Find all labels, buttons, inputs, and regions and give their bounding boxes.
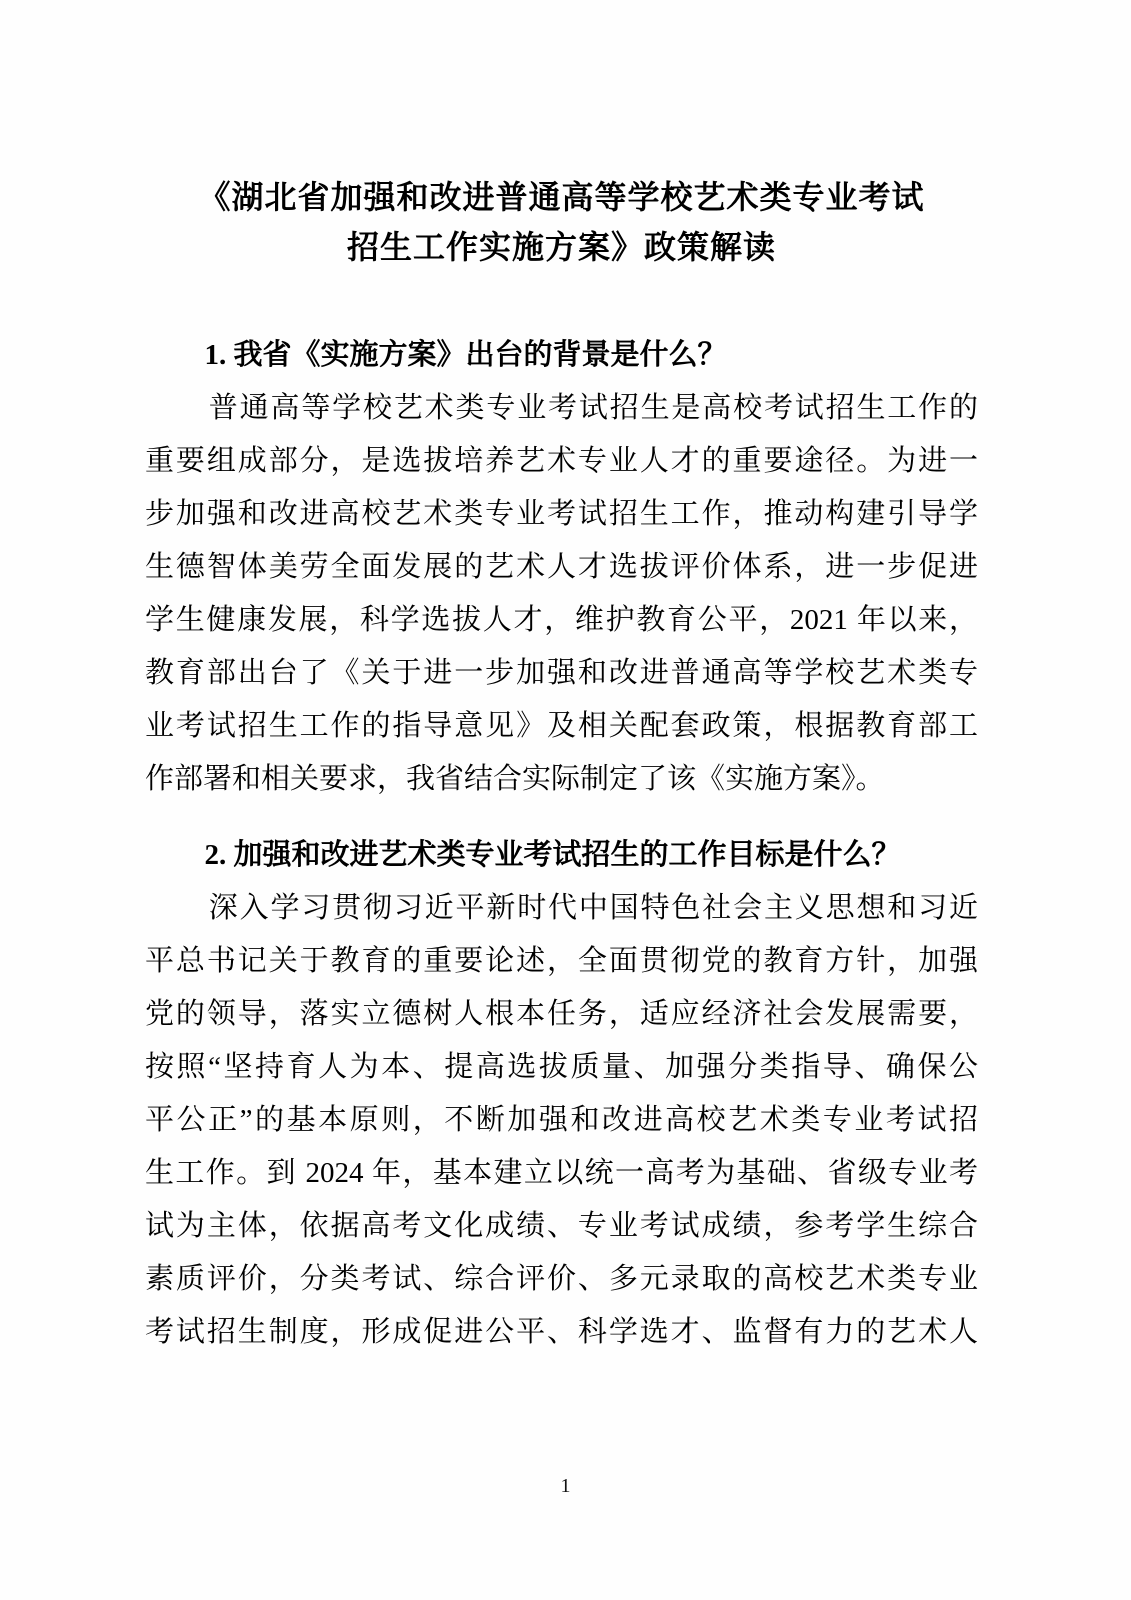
body-text-line: 按照“坚持育人为本、提高选拔质量、加强分类指导、确保公 [145,1051,978,1083]
body-text-line: 生德智体美劳全面发展的艺术人才选拔评价体系，进一步促进 [145,551,978,583]
body-text-line: 教育部出台了《关于进一步加强和改进普通高等学校艺术类专 [145,657,978,689]
body-text-line: 作部署和相关要求，我省结合实际制定了该《实施方案》。 [145,763,885,795]
body-text-line: 平公正”的基本原则，不断加强和改进高校艺术类专业考试招 [145,1104,978,1136]
section-heading: 1. 我省《实施方案》出台的背景是什么？ [204,339,727,371]
body-text-line: 考试招生制度，形成促进公平、科学选才、监督有力的艺术人 [145,1316,978,1348]
body-text-line: 学生健康发展，科学选拔人才，维护教育公平，2021 年以来， [145,604,978,636]
section-heading: 2. 加强和改进艺术类专业考试招生的工作目标是什么？ [204,839,901,871]
document-title [145,172,978,272]
body-text-line: 平总书记关于教育的重要论述，全面贯彻党的教育方针，加强 [145,945,978,977]
document-title-line-2: 招生工作实施方案》政策解读 [346,229,776,265]
sections-container [145,329,978,1359]
document-content [145,0,978,1359]
body-text-line: 普通高等学校艺术类专业考试招生是高校考试招生工作的 [208,392,978,424]
page-number: 1 [560,1475,571,1497]
body-text-line: 试为主体，依据高考文化成绩、专业考试成绩，参考学生综合 [145,1210,978,1242]
body-text-line: 党的领导，落实立德树人根本任务，适应经济社会发展需要， [145,998,978,1030]
body-text-line: 重要组成部分，是选拔培养艺术专业人才的重要途径。为进一 [145,445,978,477]
body-text-line: 素质评价，分类考试、综合评价、多元录取的高校艺术类专业 [145,1263,978,1295]
body-text-line: 步加强和改进高校艺术类专业考试招生工作，推动构建引导学 [145,498,978,530]
document-title-line-1: 《湖北省加强和改进普通高等学校艺术类专业考试 [198,179,925,215]
document-section-1 [145,329,978,806]
body-text-line: 业考试招生工作的指导意见》及相关配套政策，根据教育部工 [145,710,978,742]
document-section-2 [145,829,978,1359]
body-text-line: 深入学习贯彻习近平新时代中国特色社会主义思想和习近 [208,892,978,924]
body-text-line: 生工作。到 2024 年，基本建立以统一高考为基础、省级专业考 [145,1157,978,1189]
